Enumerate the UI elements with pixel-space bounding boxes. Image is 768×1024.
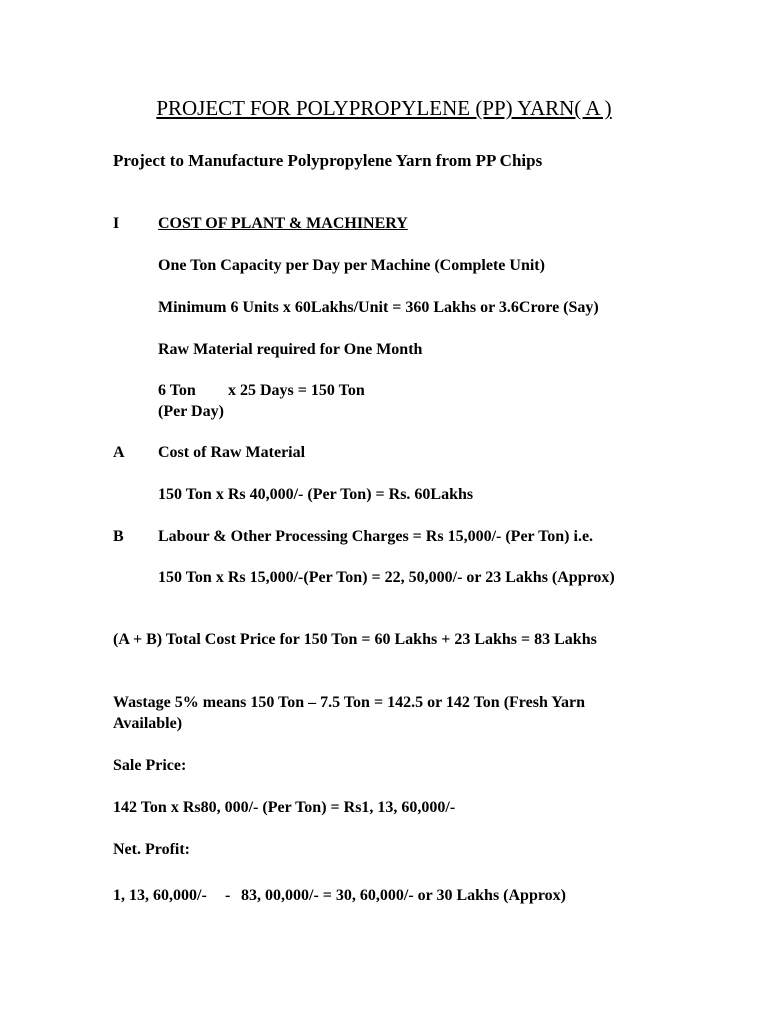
- net-profit-calc: [113, 885, 566, 906]
- raw-quantity-rest: x 25 Days = 150 Ton: [228, 382, 365, 399]
- wastage-line-2: Available): [113, 715, 183, 732]
- net-profit-label: Net. Profit:: [113, 841, 190, 858]
- section-a-marker: A: [113, 444, 125, 461]
- minimum-units-text: Minimum 6 Units x 60Lakhs/Unit = 360 Lakhs or 3.6Crore (Say): [158, 299, 599, 316]
- labour-cost-calc: 150 Ton x Rs 15,000/-(Per Ton) = 22, 50,000/- or 23 Lakhs (Approx): [158, 569, 615, 586]
- wastage-line-1: Wastage 5% means 150 Ton – 7.5 Ton = 142.5 or 142 Ton (Fresh Yarn: [113, 694, 586, 711]
- raw-quantity-calc: [158, 380, 365, 401]
- raw-quantity-value: 6 Ton: [158, 382, 196, 399]
- raw-material-required-text: Raw Material required for One Month: [158, 341, 423, 358]
- net-profit-result: 83, 00,000/- = 30, 60,000/- or 30 Lakhs (Approx): [241, 887, 566, 904]
- section-i-heading: COST OF PLANT & MACHINERY: [158, 215, 408, 232]
- document-subtitle: Project to Manufacture Polypropylene Yarn from PP Chips: [113, 151, 543, 170]
- raw-material-cost-calc: 150 Ton x Rs 40,000/- (Per Ton) = Rs. 60Lakhs: [158, 486, 474, 503]
- net-profit-gross: 1, 13, 60,000/-: [113, 887, 207, 904]
- total-cost-line: (A + B) Total Cost Price for 150 Ton = 60 Lakhs + 23 Lakhs = 83 Lakhs: [113, 631, 597, 648]
- per-day-text: (Per Day): [158, 403, 224, 420]
- net-profit-minus: -: [225, 887, 231, 904]
- section-i-marker: I: [113, 215, 120, 232]
- capacity-text: One Ton Capacity per Day per Machine (Complete Unit): [158, 257, 545, 274]
- sale-price-label: Sale Price:: [113, 757, 187, 774]
- sale-price-calc: 142 Ton x Rs80, 000/- (Per Ton) = Rs1, 13, 60,000/-: [113, 799, 456, 816]
- section-b-marker: B: [113, 528, 124, 545]
- document-title: PROJECT FOR POLYPROPYLENE (PP) YARN( A ): [156, 96, 612, 120]
- section-a-heading: Cost of Raw Material: [158, 444, 306, 461]
- section-b-heading: Labour & Other Processing Charges = Rs 15,000/- (Per Ton) i.e.: [158, 528, 594, 545]
